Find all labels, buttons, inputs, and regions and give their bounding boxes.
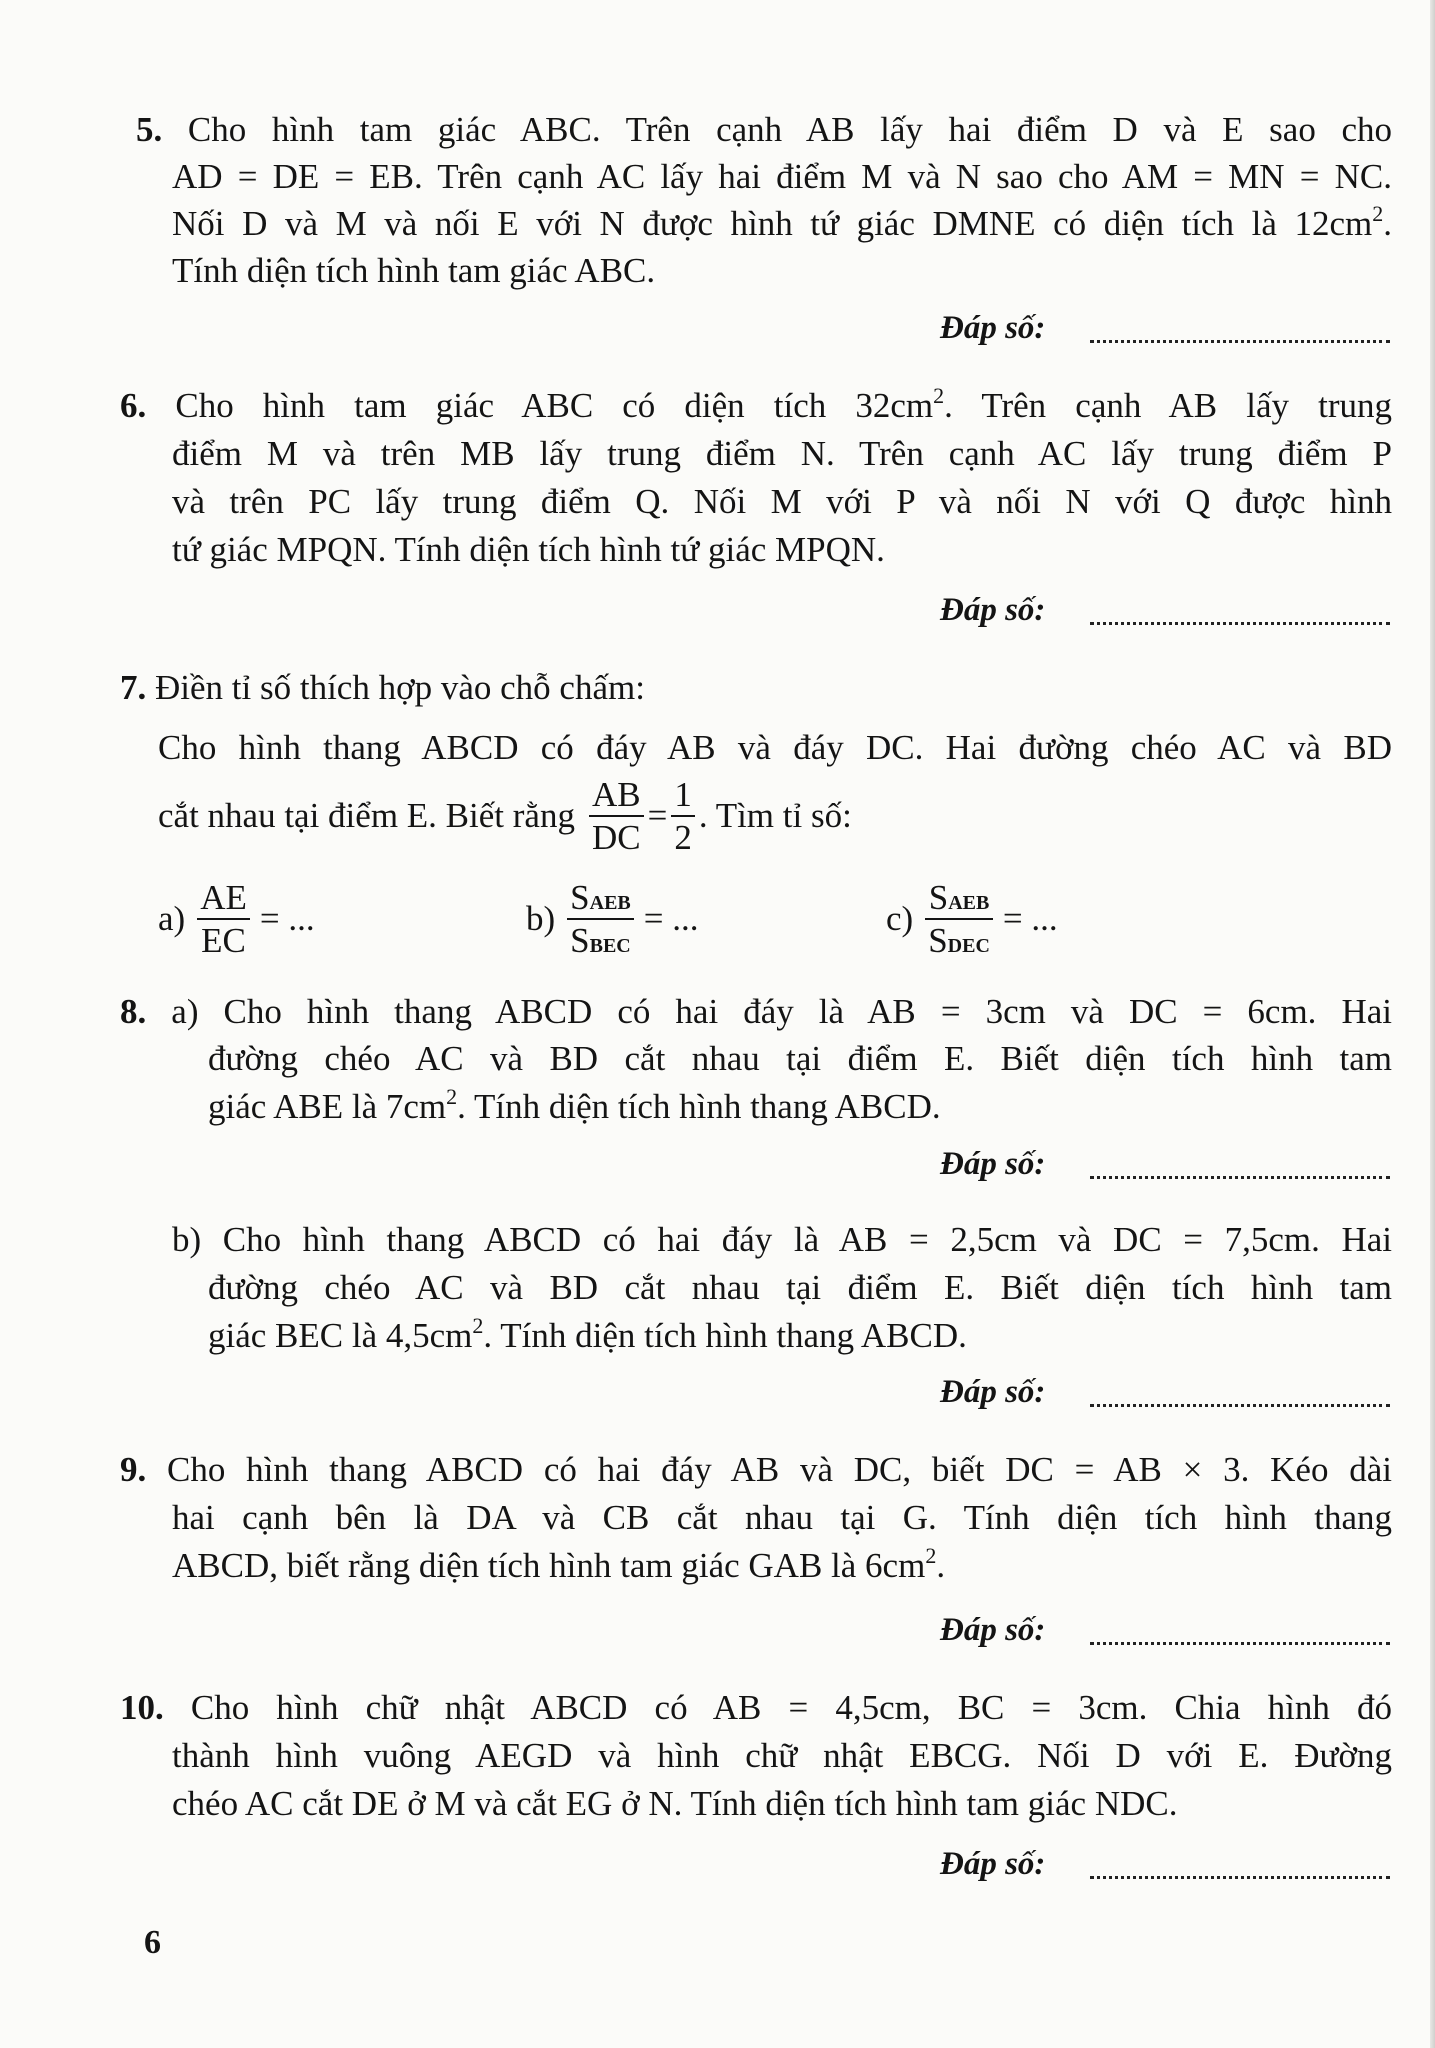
problem-6-line-1: 6. Cho hình tam giác ABC có diện tích $32cm^2$. Trên cạnh AB lấy trung xyxy=(120,383,1393,425)
ratio-ab-dc: $\frac{AB}{DC}$ xyxy=(589,777,644,855)
problem-5-number: 5. xyxy=(136,110,163,149)
problem-7-part-b: b) $\frac{\text{SAEB}}{\text{SBEC}}$ = ... xyxy=(526,878,699,960)
problem-9-line-1: 9. Cho hình thang ABCD có hai đáy AB và DC, biết DC = AB × 3. Kéo dài xyxy=(120,1450,1393,1489)
problem-8a-line-1: 8. a) Cho hình thang ABCD có hai đáy là AB = 3cm và DC = 6cm. Hai xyxy=(120,992,1392,1031)
problem-8a-line-3: giác ABE là $7cm^2$. Tính diện tích hình thang ABCD. xyxy=(208,1084,941,1126)
problem-6-line-2: điểm M và trên MB lấy trung điểm N. Trên cạnh AC lấy trung điểm P xyxy=(172,434,1392,473)
problem-6-number: 6. xyxy=(120,386,147,425)
problem-8a-line-2: đường chéo AC và BD cắt nhau tại điểm E. Biết diện tích hình tam xyxy=(208,1039,1392,1078)
problem-10-line-1: 10. Cho hình chữ nhật ABCD có AB = 4,5cm, BC = 3cm. Chia hình đó xyxy=(120,1688,1392,1727)
page-edge xyxy=(1430,0,1435,2048)
page-number: 6 xyxy=(144,1924,161,1961)
problem-9-line-2: hai cạnh bên là DA và CB cắt nhau tại G. Tính diện tích hình thang xyxy=(172,1498,1392,1537)
problem-8b-line-2: đường chéo AC và BD cắt nhau tại điểm E. Biết diện tích hình tam xyxy=(208,1268,1392,1307)
fraction-saeb-sdec: $\frac{\text{SAEB}}{\text{SDEC}}$ xyxy=(925,880,993,958)
problem-10-line-2: thành hình vuông AEGD và hình chữ nhật EBCG. Nối D với E. Đường xyxy=(172,1736,1392,1775)
problem-5-line-4: Tính diện tích hình tam giác ABC. xyxy=(172,251,656,290)
answer-blank[interactable] xyxy=(1090,1642,1390,1645)
problem-8b-line-1: b) Cho hình thang ABCD có hai đáy là AB = 2,5cm và DC = 7,5cm. Hai xyxy=(172,1220,1392,1259)
problem-6-line-3: và trên PC lấy trung điểm Q. Nối M với P và nối N với Q được hình xyxy=(172,482,1392,521)
answer-blank[interactable] xyxy=(1090,622,1390,625)
problem-7-part-c: c) $\frac{\text{SAEB}}{\text{SDEC}}$ = ... xyxy=(886,878,1058,960)
ratio-one-half: $\frac{1}{2}$ xyxy=(671,777,695,855)
problem-7-line-2: Cho hình thang ABCD có đáy AB và đáy DC. Hai đường chéo AC và BD xyxy=(158,728,1392,767)
answer-blank[interactable] xyxy=(1090,340,1390,343)
answer-blank[interactable] xyxy=(1090,1176,1390,1179)
problem-7-part-a: a) $\frac{AE}{EC}$ = ... xyxy=(158,878,315,960)
answer-label: Đáp số: xyxy=(940,1374,1046,1410)
problem-10-line-3: chéo AC cắt DE ở M và cắt EG ở N. Tính diện tích hình tam giác NDC. xyxy=(172,1784,1178,1823)
problem-8-number: 8. xyxy=(120,992,147,1031)
blank-b[interactable]: = ... xyxy=(643,899,699,938)
problem-9-number: 9. xyxy=(120,1450,147,1489)
answer-blank[interactable] xyxy=(1090,1876,1390,1879)
answer-label: Đáp số: xyxy=(940,1146,1046,1182)
answer-label: Đáp số: xyxy=(940,1612,1046,1648)
problem-5-line-1: 5. Cho hình tam giác ABC. Trên cạnh AB lấy hai điểm D và E sao cho xyxy=(136,110,1393,149)
problem-5-line-2: AD = DE = EB. Trên cạnh AC lấy hai điểm M và N sao cho AM = MN = NC. xyxy=(172,157,1392,196)
problem-7-number: 7. xyxy=(120,668,147,707)
problem-5-line-3: Nối D và M và nối E với N được hình tứ giác DMNE có diện tích là $12cm^2$. xyxy=(172,201,1392,243)
blank-a[interactable]: = ... xyxy=(259,899,315,938)
problem-7-line-1: 7. Điền tỉ số thích hợp vào chỗ chấm: xyxy=(120,668,645,707)
fraction-ae-ec: $\frac{AE}{EC}$ xyxy=(197,880,250,958)
fraction-saeb-sbec: $\frac{\text{SAEB}}{\text{SBEC}}$ xyxy=(567,880,634,958)
answer-label: Đáp số: xyxy=(940,310,1046,346)
problem-7-line-3: cắt nhau tại điểm E. Biết rằng $\frac{AB}{DC}$ = $\frac{1}{2}$ . Tìm tỉ số: xyxy=(158,775,852,857)
problem-10-number: 10. xyxy=(120,1688,164,1727)
blank-c[interactable]: = ... xyxy=(1002,899,1058,938)
problem-8b-line-3: giác BEC là $4,5cm^2$. Tính diện tích hình thang ABCD. xyxy=(208,1313,967,1355)
answer-label: Đáp số: xyxy=(940,1846,1046,1882)
problem-6-line-4: tứ giác MPQN. Tính diện tích hình tứ giác MPQN. xyxy=(172,530,885,569)
problem-9-line-3: ABCD, biết rằng diện tích hình tam giác GAB là $6cm^2$. xyxy=(172,1543,946,1585)
answer-label: Đáp số: xyxy=(940,592,1046,628)
answer-blank[interactable] xyxy=(1090,1404,1390,1407)
